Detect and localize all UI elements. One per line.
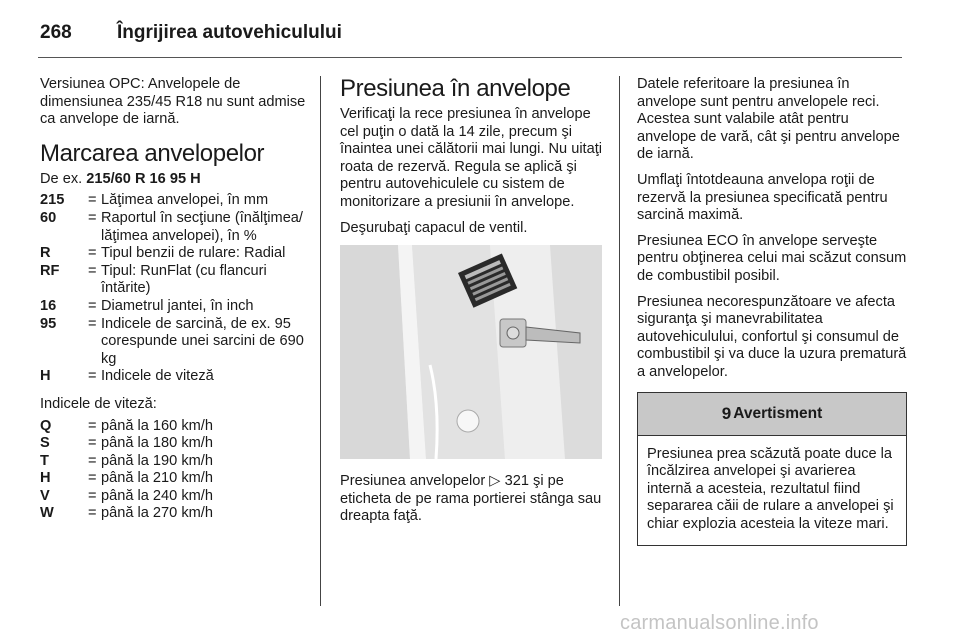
definition-term: V	[40, 487, 50, 504]
speed-index-list	[40, 418, 308, 524]
definition-description: până la 180 km/h	[101, 435, 213, 452]
definition-description: Diametrul jantei, în inch	[101, 297, 254, 314]
door-frame-illustration	[340, 245, 602, 459]
definition-row	[40, 316, 308, 369]
definition-term: R	[40, 245, 51, 262]
example-prefix: De ex.	[40, 170, 83, 187]
definition-description: Raportul în secţiune (înălţimea/ lăţimea anvelopei), în %	[101, 209, 303, 244]
definition-term: H	[40, 368, 51, 385]
definition-description: până la 190 km/h	[101, 452, 213, 469]
definition-description: Tipul benzii de rulare: Radial	[101, 245, 286, 262]
equals-sign: =	[88, 452, 97, 469]
caption-text-end: şi pe eticheta de pe rama portierei stânga sau dreapta faţă.	[340, 473, 602, 525]
definition-row	[40, 505, 308, 523]
column-divider-left	[320, 76, 321, 606]
definition-description: până la 210 km/h	[101, 470, 213, 487]
equals-sign: =	[88, 505, 97, 522]
definition-row	[40, 263, 308, 298]
definition-term: 95	[40, 315, 57, 332]
definition-term: 60	[40, 209, 57, 226]
spare-wheel-text: Umflaţi întotdeauna anvelopa roţii de rezervă la presiunea specificată pentru sarcină maximă.	[637, 171, 888, 224]
definition-term: 16	[40, 297, 57, 314]
equals-sign: =	[88, 417, 97, 434]
speed-index-heading: Indicele de viteză:	[40, 395, 157, 412]
definition-row	[40, 298, 308, 316]
equals-sign: =	[88, 368, 97, 385]
definition-description: până la 160 km/h	[101, 417, 213, 434]
warning-box	[637, 392, 907, 547]
caption-text-start: Presiunea anvelopelor	[340, 473, 486, 490]
definition-description: Tipul: RunFlat (cu flancuri întărite)	[101, 262, 267, 297]
definition-description: Lăţimea anvelopei, în mm	[101, 192, 269, 209]
equals-sign: =	[88, 262, 97, 279]
pressure-check-text: Verificaţi la rece presiunea în anvelope cel puţin o dată la 14 zile, precum şi înaintea unei călătorii mai lungi. Nu uitaţi roata de rezervă. Regula se aplică şi pentru autovehiculele cu sistem de monitorizare a presiunii în anvelope.	[340, 106, 603, 210]
eco-pressure-text: Presiunea ECO în anvelope serveşte pentru obţinerea celui mai scăzut consum de combustibil posibil.	[637, 232, 907, 284]
warning-title: Avertisment	[733, 404, 823, 422]
definition-row	[40, 470, 308, 488]
definition-row	[40, 192, 308, 210]
tyre-marking-heading: Marcarea anvelopelor	[40, 139, 265, 167]
definition-term: H	[40, 470, 51, 487]
definition-term: RF	[40, 262, 60, 279]
equals-sign: =	[88, 245, 97, 262]
watermark: carmanualsonline.info	[620, 612, 819, 634]
equals-sign: =	[88, 470, 97, 487]
equals-sign: =	[88, 297, 97, 314]
definition-term: W	[40, 505, 54, 522]
page-number: 268	[40, 22, 72, 43]
header-rule	[38, 57, 902, 58]
equals-sign: =	[88, 315, 97, 332]
definition-row	[40, 245, 308, 263]
cold-tyre-text: Datele referitoare la presiunea în anvelope sunt pentru anvelopele reci. Acestea sunt valabile atât pentru anvelope de vară, cât şi pentru anvelope de iarnă.	[637, 76, 900, 163]
definition-term: T	[40, 452, 49, 469]
definition-term: S	[40, 435, 50, 452]
definition-row	[40, 435, 308, 453]
column-middle	[340, 76, 604, 534]
definition-row	[40, 210, 308, 245]
definition-row	[40, 368, 308, 386]
page-reference-number: 321	[504, 473, 529, 490]
definition-term: Q	[40, 417, 52, 434]
column-divider-right	[619, 76, 620, 606]
warning-header	[638, 393, 906, 436]
definition-description: Indicele de sarcină, de ex. 95 corespunde unei sarcini de 690 kg	[101, 315, 304, 367]
definition-description: Indicele de viteză	[101, 368, 214, 385]
column-left	[40, 76, 308, 533]
definition-description: până la 270 km/h	[101, 505, 213, 522]
example-line	[40, 171, 308, 189]
door-frame-label-figure	[340, 245, 602, 459]
definition-term: 215	[40, 192, 65, 209]
incorrect-pressure-text: Presiunea necorespunzătoare ve afecta siguranţa şi manevrabilitatea autovehiculului, confortul şi consumul de combustibil şi va duce la uzura prematură a anvelopelor.	[637, 293, 907, 380]
equals-sign: =	[88, 209, 97, 226]
definition-row	[40, 418, 308, 436]
marking-list	[40, 192, 308, 386]
definition-row	[40, 488, 308, 506]
page-reference-arrow-icon: ▷	[489, 473, 501, 490]
warning-text: Presiunea prea scăzută poate duce la încălzirea anvelopei şi avarierea internă a acesteia, rezultatul fiind separarea căii de rulare a anvelopei şi chiar explozia acesteia la viteze mari.	[647, 445, 894, 532]
equals-sign: =	[88, 487, 97, 504]
opc-note: Versiunea OPC: Anvelopele de dimensiunea 235/45 R18 nu sunt admise ca anvelope de iarnă.	[40, 76, 306, 128]
figure-caption	[340, 473, 604, 526]
section-title: Îngrijirea autovehiculului	[117, 22, 342, 43]
definition-row	[40, 453, 308, 471]
equals-sign: =	[88, 192, 97, 209]
tyre-pressure-heading: Presiunea în anvelope	[340, 75, 571, 102]
page-header	[0, 0, 960, 60]
warning-icon: 9	[721, 403, 732, 423]
column-right	[637, 76, 907, 546]
valve-cap-text: Deşurubaţi capacul de ventil.	[340, 219, 528, 236]
equals-sign: =	[88, 435, 97, 452]
definition-description: până la 240 km/h	[101, 487, 213, 504]
example-code: 215/60 R 16 95 H	[86, 170, 201, 187]
